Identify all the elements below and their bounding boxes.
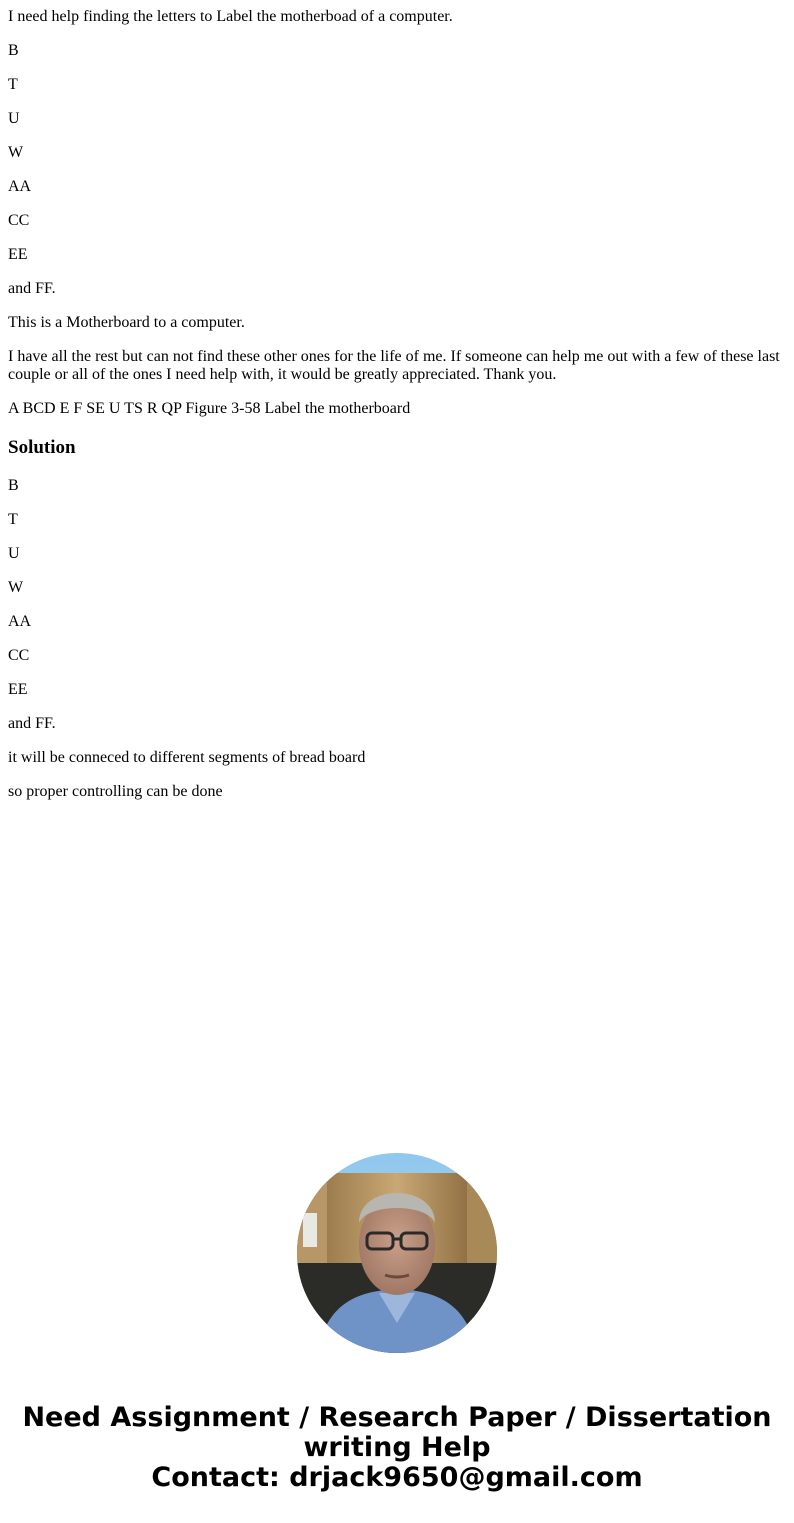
figure-caption: A BCD E F SE U TS R QP Figure 3-58 Label the motherboard (8, 400, 411, 417)
question-letter: CC (8, 212, 30, 229)
solution-letter: AA (8, 613, 32, 630)
question-intro: I need help finding the letters to Label the motherboad of a computer. (8, 8, 453, 25)
question-letter: EE (8, 246, 28, 263)
solution-letter: EE (8, 681, 28, 698)
author-photo (297, 1153, 497, 1353)
solution-letter: U (8, 545, 20, 562)
solution-letter: and FF. (8, 715, 56, 732)
solution-answer-line: so proper controlling can be done (8, 783, 223, 800)
question-letter: and FF. (8, 280, 56, 297)
solution-heading: Solution (8, 437, 76, 458)
author-avatar (297, 1153, 497, 1353)
question-letter: B (8, 42, 19, 59)
solution-letter: CC (8, 647, 30, 664)
question-request: I have all the rest but can not find these other ones for the life of me. If someone can help me out with a few of these last couple or all of the ones I need help with, it would be greatly appreciated. Thank you. (8, 348, 780, 383)
solution-letter: B (8, 477, 19, 494)
question-context: This is a Motherboard to a computer. (8, 314, 245, 331)
promo-line: Need Assignment / Research Paper / Dissertation (22, 1402, 772, 1433)
contact-promo (0, 1403, 794, 1493)
question-letter: W (8, 144, 24, 161)
solution-letter: T (8, 511, 18, 528)
promo-line: writing Help (303, 1432, 491, 1463)
question-letter: AA (8, 178, 32, 195)
question-letter: T (8, 76, 18, 93)
solution-answer-line: it will be conneced to different segments of bread board (8, 749, 366, 766)
solution-letter: W (8, 579, 24, 596)
question-letter: U (8, 110, 20, 127)
promo-contact-email: Contact: drjack9650@gmail.com (151, 1462, 643, 1493)
